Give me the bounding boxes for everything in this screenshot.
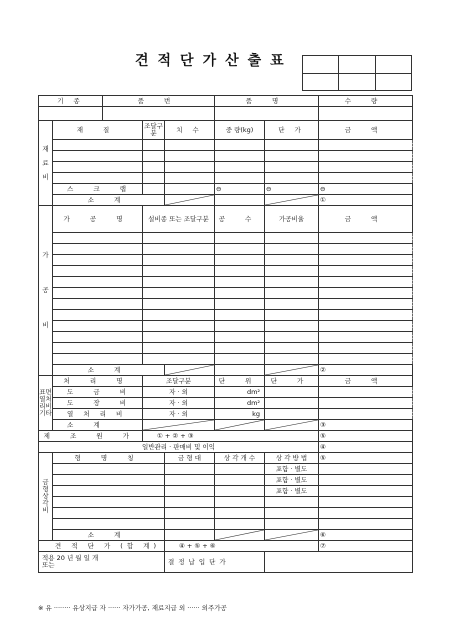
process-subtotal-cell[interactable] [215,365,265,376]
material-side-label: 재 료 비 [39,121,53,206]
mold-mark-top: ⑤ [319,453,413,464]
stamp-cell[interactable] [303,73,339,91]
stamp-cell[interactable] [339,73,375,91]
process-cell[interactable] [53,255,143,266]
painting-unit: dm² [215,398,265,409]
dimension-header: 치 수 [165,121,215,140]
apply-count-unit: 개 [92,554,99,562]
price-header: 단 가 [265,121,319,140]
process-cell[interactable] [143,266,215,277]
process-cell[interactable] [53,332,143,343]
process-cell[interactable] [319,332,413,343]
process-cell[interactable] [215,288,265,299]
process-amount-header: 금 액 [319,206,413,233]
treatment-name-header: 처 리 명 [53,376,143,387]
process-cell[interactable] [265,277,319,288]
mold-subtotal-mark: ⑥ [319,530,413,541]
material-cell[interactable] [53,162,143,173]
material-cell[interactable] [165,151,215,162]
manufacturing-cost-label: 제 조 원 가 [39,431,143,442]
painting-price-cell[interactable] [265,398,319,409]
painting-supply: 자 · 외 [143,398,215,409]
depreciation-count-header: 상 각 개 수 [215,453,265,464]
heat-treatment-unit: kg [215,409,265,420]
material-cell[interactable] [165,173,215,184]
process-cell[interactable] [143,321,215,332]
painting-label: 도 장 비 [53,398,143,409]
diagonal-cell [265,420,319,431]
treatment-amount-header: 금 액 [319,376,413,387]
estimate-total-label: 견 적 단 가 (합 계) [39,541,165,552]
process-cell[interactable] [143,255,215,266]
stamp-cell[interactable] [375,73,411,91]
stamp-cell[interactable] [375,56,411,74]
process-cell[interactable] [215,255,265,266]
mold-cell[interactable] [319,475,413,486]
mold-cell[interactable] [53,519,165,530]
man-hour-header: 공 수 [215,206,265,233]
plating-label: 도 금 비 [53,387,143,398]
mold-cell[interactable] [319,464,413,475]
process-cell[interactable] [143,332,215,343]
process-cell[interactable] [215,266,265,277]
process-cell[interactable] [265,288,319,299]
process-cell[interactable] [215,310,265,321]
surface-subtotal-label: 소 계 [53,420,143,431]
heat-treatment-supply: 자 · 외 [143,409,215,420]
mold-cell[interactable] [165,508,215,519]
process-cell[interactable] [143,343,215,354]
mold-cell[interactable] [265,519,319,530]
material-cell[interactable] [319,140,413,151]
mold-cell[interactable] [319,497,413,508]
material-cell[interactable] [215,140,265,151]
process-cell[interactable] [53,244,143,255]
mold-cell[interactable] [265,508,319,519]
supply-header: 조달구분 [143,121,165,140]
process-cell[interactable] [265,332,319,343]
process-side-label: 가 공 비 [39,206,53,376]
weight-header: 중 량(kg) [215,121,265,140]
mold-cell[interactable] [215,475,265,486]
process-cell[interactable] [215,343,265,354]
process-cell[interactable] [143,277,215,288]
material-cell[interactable] [143,151,165,162]
estimate-form [38,95,413,573]
mold-cell[interactable] [215,508,265,519]
scrap-weight-minus: ⊖ [215,184,265,195]
process-cell[interactable] [143,233,215,244]
depreciation-method-option[interactable]: 포함 · 별도 [265,464,319,475]
material-cell[interactable] [319,173,413,184]
process-cell[interactable] [265,321,319,332]
process-cell[interactable] [53,310,143,321]
process-cell[interactable] [53,233,143,244]
mold-subtotal-cell[interactable] [165,530,215,541]
mold-cell[interactable] [53,497,165,508]
mold-cell[interactable] [53,475,165,486]
estimate-total-mark: ⑦ [319,541,413,552]
diagonal-cell [265,195,319,206]
process-cell[interactable] [265,233,319,244]
depreciation-method-option[interactable]: 포함 · 별도 [265,486,319,497]
plating-amount-cell[interactable] [319,387,413,398]
process-cell[interactable] [215,354,265,365]
material-cell[interactable] [215,173,265,184]
process-cell[interactable] [53,288,143,299]
diagonal-cell [215,420,265,431]
model-field[interactable] [39,107,103,121]
process-cell[interactable] [319,343,413,354]
heat-treatment-label: 열 처 리 비 [53,409,143,420]
material-cell[interactable] [143,173,165,184]
process-cell[interactable] [143,244,215,255]
mold-name-header: 형 명 칭 [53,453,165,464]
scrap-label: 스 크 랩 [53,184,143,195]
process-cell[interactable] [53,343,143,354]
process-cell[interactable] [53,299,143,310]
unit-header: 단 위 [215,376,265,387]
material-subtotal-label: 소 계 [53,195,165,206]
overhead-mark: ④ [319,442,413,453]
header-part-no: 품 번 [103,96,215,107]
header-model: 기 종 [39,96,103,107]
mold-cell[interactable] [53,486,165,497]
material-cell[interactable] [165,140,215,151]
plating-supply: 자 · 외 [143,387,215,398]
final-price-label: 결정납입단가 [165,552,265,573]
approval-stamp-box [302,55,412,91]
process-cell[interactable] [215,299,265,310]
material-cell[interactable] [319,151,413,162]
heat-treatment-price-cell[interactable] [265,409,319,420]
mold-cell[interactable] [165,497,215,508]
footnote: ※ 유 ········ 유상지급 자 ······ 자가가공, 재료지급 외 ······ 외주가공 [38,604,227,612]
part-no-field[interactable] [103,107,215,121]
material-cell[interactable] [265,173,319,184]
plating-price-cell[interactable] [265,387,319,398]
diagonal-cell [265,530,319,541]
process-cell[interactable] [215,277,265,288]
surface-side-label: 표면 열처리비 기타 [39,376,53,431]
process-cell[interactable] [265,310,319,321]
material-subtotal-mark: ① [319,195,413,206]
process-cell[interactable] [215,332,265,343]
diagonal-cell [165,365,215,376]
diagonal-cell [143,420,215,431]
process-cell[interactable] [319,288,413,299]
apply-or-text: 또는 [42,561,55,569]
mold-cell[interactable] [165,475,215,486]
process-cell[interactable] [319,255,413,266]
mold-cell[interactable] [215,486,265,497]
process-cell[interactable] [53,277,143,288]
process-cell[interactable] [319,354,413,365]
mold-side-label: 금 형 상 각 비 [39,453,53,541]
mold-cell[interactable] [215,519,265,530]
material-cell[interactable] [265,162,319,173]
process-rate-header: 가공비율 [265,206,319,233]
material-cell[interactable] [215,151,265,162]
surface-subtotal-mark: ③ [319,420,413,431]
material-cell[interactable] [165,162,215,173]
final-price-field[interactable] [265,552,413,573]
plating-unit: dm² [215,387,265,398]
material-cell[interactable] [53,140,143,151]
process-subtotal-label: 소 계 [53,365,165,376]
process-cell[interactable] [265,244,319,255]
depreciation-method-option[interactable]: 포함 · 별도 [265,475,319,486]
process-cell[interactable] [265,343,319,354]
process-cell[interactable] [319,266,413,277]
process-cell[interactable] [143,310,215,321]
stamp-cell[interactable] [339,56,375,74]
process-cell[interactable] [319,244,413,255]
process-cell[interactable] [319,277,413,288]
mold-type-header: 금 형 대 [165,453,215,464]
mold-cell[interactable] [165,464,215,475]
header-part-name: 품 명 [215,96,319,107]
page-title: 견적단가산출표 [135,53,293,69]
mold-cell[interactable] [319,486,413,497]
process-cell[interactable] [53,354,143,365]
mold-subtotal-label: 소 계 [53,530,165,541]
process-cell[interactable] [53,321,143,332]
process-cell[interactable] [215,233,265,244]
process-cell[interactable] [215,244,265,255]
qty-field[interactable] [319,107,413,121]
process-cell[interactable] [265,266,319,277]
material-cell[interactable] [319,162,413,173]
scrap-cell[interactable] [143,184,165,195]
mold-cell[interactable] [215,464,265,475]
process-cell[interactable] [143,354,215,365]
material-header: 재 질 [53,121,143,140]
scrap-price-minus: ⊖ [265,184,319,195]
process-subtotal-mark: ② [319,365,413,376]
material-cell[interactable] [265,140,319,151]
overhead-label: 일반관리 · 판매비 및 이익 [39,442,319,453]
manufacturing-cost-formula: ① + ② + ③ [143,431,319,442]
process-cell[interactable] [319,310,413,321]
stamp-cell[interactable] [303,56,339,74]
treatment-price-header: 단 가 [265,376,319,387]
painting-amount-cell[interactable] [319,398,413,409]
material-subtotal-cell[interactable] [215,195,265,206]
scrap-amount-minus: ⊖ [319,184,413,195]
diagonal-cell [215,530,265,541]
material-cell[interactable] [143,140,165,151]
estimate-total-formula: ④ + ⑤ + ⑥ [165,541,319,552]
part-name-field[interactable] [215,107,319,121]
mold-cell[interactable] [165,519,215,530]
process-cell[interactable] [143,299,215,310]
mold-cell[interactable] [53,464,165,475]
mold-cell[interactable] [53,508,165,519]
mold-cell[interactable] [165,486,215,497]
material-cell[interactable] [53,151,143,162]
process-cell[interactable] [265,255,319,266]
mold-cell[interactable] [319,519,413,530]
treatment-supply-header: 조달구분 [143,376,215,387]
material-cell[interactable] [143,162,165,173]
apply-date-text: 적용 20 년 월 일 [42,554,90,562]
process-cell[interactable] [143,288,215,299]
apply-date-cell[interactable] [39,552,165,573]
amount-header: 금 액 [319,121,413,140]
scrap-cell[interactable] [165,184,215,195]
diagonal-cell [265,365,319,376]
process-cell[interactable] [265,354,319,365]
process-cell[interactable] [319,233,413,244]
material-cell[interactable] [53,173,143,184]
heat-treatment-amount-cell[interactable] [319,409,413,420]
manufacturing-cost-mark: ⑤ [319,431,413,442]
equipment-header: 설비종 또는 조달구분 [143,206,215,233]
material-cell[interactable] [215,162,265,173]
header-qty: 수 량 [319,96,413,107]
mold-cell[interactable] [265,497,319,508]
process-cell[interactable] [53,266,143,277]
mold-cell[interactable] [319,508,413,519]
depreciation-method-header: 상 각 방 법 [265,453,319,464]
process-name-header: 가 공 명 [53,206,143,233]
material-cell[interactable] [265,151,319,162]
process-cell[interactable] [319,321,413,332]
mold-cell[interactable] [215,497,265,508]
process-cell[interactable] [215,321,265,332]
process-cell[interactable] [319,299,413,310]
diagonal-cell [165,195,215,206]
process-cell[interactable] [265,299,319,310]
